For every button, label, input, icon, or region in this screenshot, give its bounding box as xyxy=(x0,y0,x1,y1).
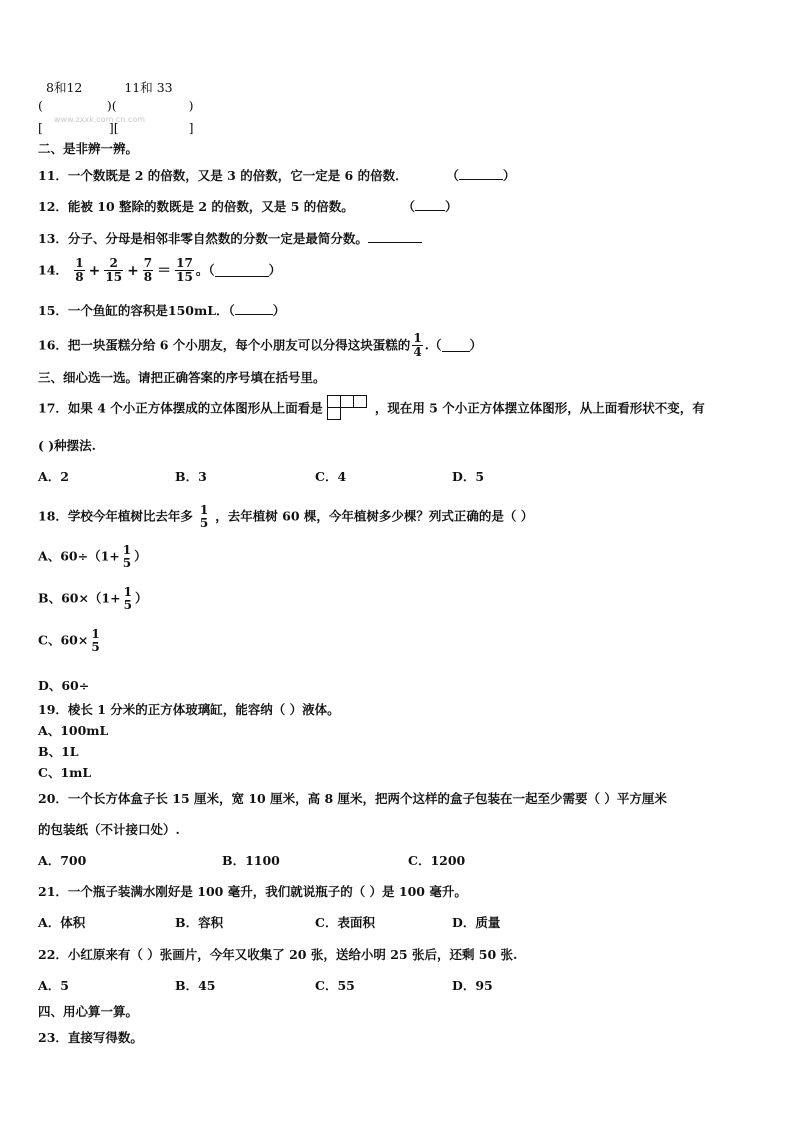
q13-answer-blank[interactable] xyxy=(368,230,422,243)
q22-text: 小红原来有（ ）张画片，今年又收集了 20 张，送给小明 25 张后，还剩 50 张. xyxy=(67,947,518,962)
q20-option-b[interactable]: B．1100 xyxy=(222,853,280,868)
question-18 xyxy=(38,496,533,537)
q18-number: 18． xyxy=(38,508,68,524)
q18-text-a: 学校今年植树比去年多 xyxy=(67,508,193,524)
q14-fraction-3: $\frac{7}{8}$ xyxy=(143,256,153,284)
q15-paren-right: ） xyxy=(272,303,286,318)
section-3-title: 三、细心选一选。请把正确答案的序号填在括号里。 xyxy=(38,370,326,385)
q15-answer-blank[interactable] xyxy=(235,302,273,315)
paren-close: ) xyxy=(188,98,194,113)
q22-option-c[interactable]: C．55 xyxy=(315,978,355,993)
question-13 xyxy=(38,230,422,247)
top-pairs xyxy=(46,80,173,96)
q14-fraction-1: $\frac{1}{8}$ xyxy=(75,256,84,284)
q20-text: 一个长方体盒子长 15 厘米，宽 10 厘米，高 8 厘米，把两个这样的盒子包装在一起至少需要（ ）平方厘米 xyxy=(67,791,667,806)
q14-tail: 。（ xyxy=(195,262,215,278)
q19-number: 19． xyxy=(38,702,68,717)
q22-option-d[interactable]: D．95 xyxy=(452,978,493,993)
q12-paren-left: （ xyxy=(402,199,416,214)
q23-text: 直接写得数。 xyxy=(67,1030,143,1045)
q17-line2: ( )种摆法. xyxy=(38,438,97,453)
question-20 xyxy=(38,791,667,807)
q20-line2: 的包装纸（不计接口处）. xyxy=(38,822,180,837)
q23-number: 23． xyxy=(38,1030,68,1045)
q18-option-a[interactable]: A、60÷（1+ 1 5 ） xyxy=(38,542,147,570)
q21-option-a[interactable]: A．体积 xyxy=(38,915,86,930)
q11-answer-blank[interactable] xyxy=(459,167,503,180)
q22-number: 22． xyxy=(38,947,68,962)
q14-fraction-4: $\frac{17}{15}$ xyxy=(176,256,193,284)
q18-option-b-fraction: 1 5 xyxy=(123,584,132,612)
q21-number: 21． xyxy=(38,884,68,899)
bracket-mid: ][ xyxy=(108,120,119,135)
q17-option-a[interactable]: A．2 xyxy=(38,469,69,484)
q20-option-c[interactable]: C．1200 xyxy=(408,853,466,868)
q18-option-a-fraction: 1 5 xyxy=(122,542,132,570)
q16-tail: .（ xyxy=(424,337,442,353)
q18-option-d[interactable]: D、60÷ xyxy=(38,678,90,693)
bracket-close: ] xyxy=(188,120,194,135)
q17-text-b: ，现在用 5 个小正方体摆立体图形，从上面看形状不变，有 xyxy=(374,400,705,416)
section-2-title: 二、是非辨一辨。 xyxy=(38,141,139,156)
q17-option-d[interactable]: D．5 xyxy=(452,469,485,484)
pair-8-12: 8和12 xyxy=(46,80,83,95)
watermark: www.zxxk.com cn.com xyxy=(54,115,146,124)
q22-option-a[interactable]: A．5 xyxy=(38,978,69,993)
question-22 xyxy=(38,947,517,963)
question-23 xyxy=(38,1030,143,1046)
q17-number: 17． xyxy=(38,400,68,416)
question-19 xyxy=(38,702,340,718)
q13-number: 13． xyxy=(38,231,68,246)
q17-option-c[interactable]: C．4 xyxy=(315,469,347,484)
q17-text-a: 如果 4 个小正方体摆成的立体图形从上面看是 xyxy=(67,400,323,416)
q16-fraction: $\frac{1}{4}$ xyxy=(413,331,422,359)
paren-mid: )( xyxy=(106,98,117,113)
q11-number: 11． xyxy=(38,168,68,183)
question-11 xyxy=(38,167,515,184)
q14-paren-right: ） xyxy=(268,262,282,278)
q16-paren-right: ） xyxy=(469,337,483,353)
top-bracket-row xyxy=(38,120,193,136)
plus-sign: + xyxy=(88,262,101,279)
q22-option-b[interactable]: B．45 xyxy=(175,978,216,993)
q12-answer-blank[interactable] xyxy=(415,198,445,211)
q12-number: 12． xyxy=(38,199,68,214)
q16-number: 16． xyxy=(38,337,68,353)
q18-option-c[interactable]: C、60× 1 5 xyxy=(38,626,100,654)
question-16 xyxy=(38,330,482,361)
q15-number: 15． xyxy=(38,303,68,318)
q21-option-b[interactable]: B．容积 xyxy=(175,915,224,930)
q20-option-a[interactable]: A．700 xyxy=(38,853,87,868)
q11-paren-left: （ xyxy=(446,168,459,183)
question-15 xyxy=(38,302,285,319)
bracket-open: [ xyxy=(38,120,43,135)
q14-answer-blank[interactable] xyxy=(215,264,269,277)
q21-option-d[interactable]: D．质量 xyxy=(452,915,501,930)
q17-option-b[interactable]: B．3 xyxy=(175,469,207,484)
q14-fraction-2: $\frac{2}{15}$ xyxy=(105,256,123,284)
q19-text: 棱长 1 分米的正方体玻璃缸，能容纳（ ）液体。 xyxy=(67,702,340,717)
q11-paren-right: ） xyxy=(502,168,516,183)
question-21 xyxy=(38,884,467,900)
paren-open: ( xyxy=(38,98,43,113)
q12-text: 能被 10 整除的数既是 2 的倍数，又是 5 的倍数。 xyxy=(67,199,354,214)
q18-option-c-fraction: 1 5 xyxy=(91,626,100,654)
equals-sign: ＝ xyxy=(157,262,172,279)
q18-text-b: ，去年植树 60 棵，今年植树多少棵？列式正确的是（ ） xyxy=(215,508,534,524)
q18-fraction: 1 5 xyxy=(199,502,209,530)
q12-paren-right: ） xyxy=(445,199,458,214)
q18-option-b[interactable]: B、60×（1+ 1 5 ） xyxy=(38,584,148,612)
question-17 xyxy=(38,393,705,424)
q16-answer-blank[interactable] xyxy=(442,339,470,352)
q20-number: 20． xyxy=(38,791,68,806)
q19-option-b[interactable]: B、1L xyxy=(38,744,79,759)
q19-option-a[interactable]: A、100mL xyxy=(38,723,109,738)
q21-text: 一个瓶子装满水刚好是 100 毫升，我们就说瓶子的（ ）是 100 毫升。 xyxy=(67,884,467,899)
top-view-figure xyxy=(325,395,373,423)
q16-text: 把一块蛋糕分给 6 个小朋友，每个小朋友可以分得这块蛋糕的 xyxy=(67,337,411,353)
plus-sign: + xyxy=(127,262,139,279)
q19-option-c[interactable]: C、1mL xyxy=(38,765,92,780)
q14-number: 14． xyxy=(38,262,68,278)
section-4-title: 四、用心算一算。 xyxy=(38,1004,139,1019)
question-12 xyxy=(38,198,458,215)
q21-option-c[interactable]: C．表面积 xyxy=(315,915,375,930)
question-14 xyxy=(38,255,281,286)
q15-text: 一个鱼缸的容积是150mL．（ xyxy=(67,303,235,318)
q13-text: 分子、分母是相邻非零自然数的分数一定是最简分数。 xyxy=(67,231,368,246)
pair-11-33: 11和 33 xyxy=(124,80,173,95)
q11-text: 一个数既是 2 的倍数，又是 3 的倍数，它一定是 6 的倍数． xyxy=(67,168,408,183)
